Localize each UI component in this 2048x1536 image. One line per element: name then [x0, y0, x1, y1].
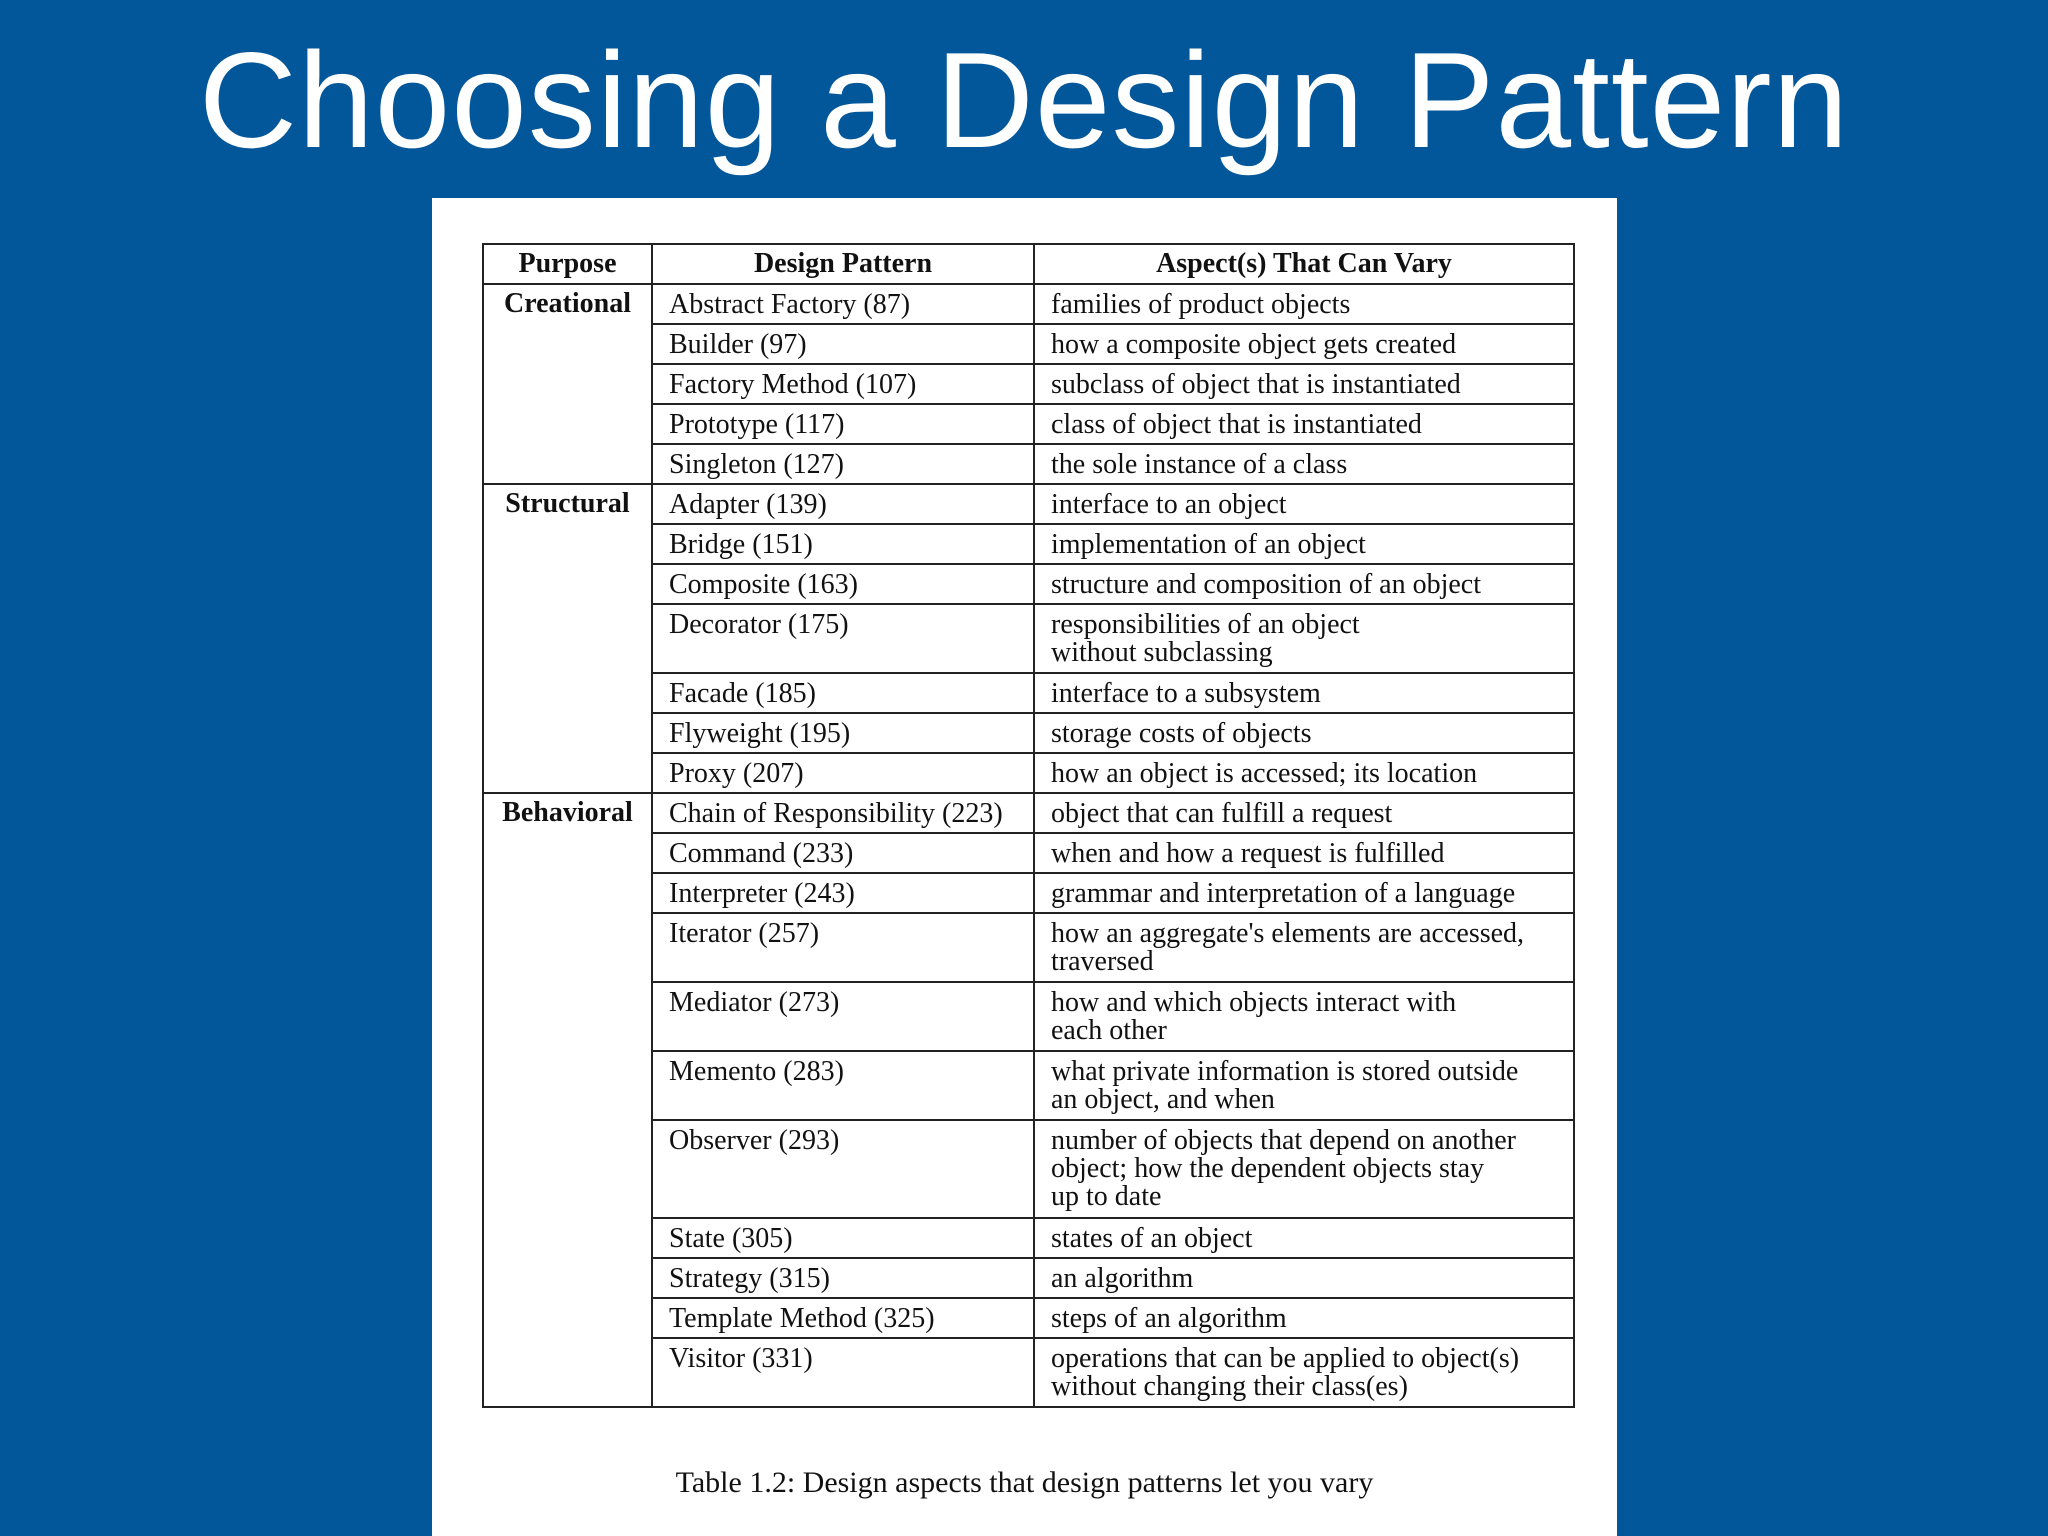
aspect-line: number of objects that depend on another: [1051, 1125, 1516, 1156]
design-pattern-table: [482, 243, 1575, 1408]
aspect-cell: [1034, 1120, 1574, 1218]
aspect-cell: [1034, 982, 1574, 1051]
design-pattern-cell: Bridge (151): [652, 524, 1034, 564]
design-pattern-cell: State (305): [652, 1218, 1034, 1258]
aspect-line: what private information is stored outside: [1051, 1056, 1519, 1087]
aspect-line: how an object is accessed; its location: [1051, 758, 1478, 789]
table-row: [483, 484, 1574, 524]
design-pattern-cell: Builder (97): [652, 324, 1034, 364]
table-row: [483, 284, 1574, 324]
aspect-cell: [1034, 444, 1574, 484]
design-pattern-cell: Prototype (117): [652, 404, 1034, 444]
design-pattern-cell: Interpreter (243): [652, 873, 1034, 913]
design-pattern-cell: Facade (185): [652, 673, 1034, 713]
aspect-cell: [1034, 1258, 1574, 1298]
design-pattern-cell: Observer (293): [652, 1120, 1034, 1218]
design-pattern-cell: Memento (283): [652, 1051, 1034, 1120]
aspect-cell: [1034, 793, 1574, 833]
aspect-line: how a composite object gets created: [1051, 329, 1457, 360]
table-header-row: [483, 244, 1574, 284]
purpose-structural: Structural: [483, 484, 652, 793]
aspect-line: each other: [1051, 1015, 1167, 1046]
table-caption: Table 1.2: Design aspects that design patterns let you vary: [675, 1466, 1374, 1499]
table-row: [483, 793, 1574, 833]
aspect-cell: [1034, 833, 1574, 873]
aspect-line: object that can fulfill a request: [1051, 798, 1393, 829]
aspect-line: how and which objects interact with: [1051, 987, 1457, 1018]
aspect-line: when and how a request is fulfilled: [1051, 838, 1445, 869]
aspect-line: the sole instance of a class: [1051, 449, 1348, 480]
aspect-cell: [1034, 873, 1574, 913]
table-page: [432, 198, 1617, 1536]
purpose-behavioral: Behavioral: [483, 793, 652, 1407]
aspect-line: responsibilities of an object: [1051, 609, 1360, 640]
aspect-cell: [1034, 324, 1574, 364]
design-pattern-cell: Chain of Responsibility (223): [652, 793, 1034, 833]
aspect-cell: [1034, 524, 1574, 564]
aspect-cell: [1034, 1338, 1574, 1407]
design-pattern-cell: Singleton (127): [652, 444, 1034, 484]
header-design-pattern: Design Pattern: [652, 244, 1034, 284]
aspect-line: traversed: [1051, 946, 1154, 977]
aspect-line: interface to an object: [1051, 489, 1287, 520]
aspect-line: object; how the dependent objects stay: [1051, 1153, 1485, 1184]
aspect-cell: [1034, 753, 1574, 793]
purpose-creational: Creational: [483, 284, 652, 484]
design-pattern-cell: Composite (163): [652, 564, 1034, 604]
design-pattern-cell: Template Method (325): [652, 1298, 1034, 1338]
design-pattern-cell: Decorator (175): [652, 604, 1034, 673]
aspect-line: how an aggregate's elements are accessed,: [1051, 918, 1525, 949]
design-pattern-cell: Abstract Factory (87): [652, 284, 1034, 324]
aspect-cell: [1034, 1298, 1574, 1338]
aspect-line: subclass of object that is instantiated: [1051, 369, 1461, 400]
aspect-cell: [1034, 404, 1574, 444]
design-pattern-cell: Iterator (257): [652, 913, 1034, 982]
aspect-cell: [1034, 284, 1574, 324]
aspect-cell: [1034, 1218, 1574, 1258]
aspect-line: grammar and interpretation of a language: [1051, 878, 1516, 909]
table-body: [483, 284, 1574, 1407]
aspect-cell: [1034, 1051, 1574, 1120]
design-pattern-cell: Command (233): [652, 833, 1034, 873]
aspect-cell: [1034, 484, 1574, 524]
aspect-cell: [1034, 673, 1574, 713]
header-aspects: Aspect(s) That Can Vary: [1034, 244, 1574, 284]
aspect-line: interface to a subsystem: [1051, 678, 1321, 709]
aspect-line: operations that can be applied to object(s): [1051, 1343, 1520, 1374]
header-purpose: Purpose: [483, 244, 652, 284]
aspect-cell: [1034, 604, 1574, 673]
aspect-line: up to date: [1051, 1181, 1162, 1212]
design-pattern-cell: Strategy (315): [652, 1258, 1034, 1298]
aspect-cell: [1034, 713, 1574, 753]
aspect-cell: [1034, 564, 1574, 604]
aspect-line: an algorithm: [1051, 1263, 1194, 1294]
aspect-line: an object, and when: [1051, 1084, 1275, 1115]
aspect-line: structure and composition of an object: [1051, 569, 1481, 600]
design-pattern-cell: Proxy (207): [652, 753, 1034, 793]
aspect-line: states of an object: [1051, 1223, 1253, 1254]
aspect-line: storage costs of objects: [1051, 718, 1312, 749]
design-pattern-cell: Flyweight (195): [652, 713, 1034, 753]
design-pattern-cell: Mediator (273): [652, 982, 1034, 1051]
aspect-line: implementation of an object: [1051, 529, 1366, 560]
design-pattern-cell: Factory Method (107): [652, 364, 1034, 404]
aspect-line: without changing their class(es): [1051, 1371, 1408, 1402]
aspect-cell: [1034, 364, 1574, 404]
aspect-line: without subclassing: [1051, 637, 1273, 668]
aspect-cell: [1034, 913, 1574, 982]
aspect-line: steps of an algorithm: [1051, 1303, 1287, 1334]
design-pattern-cell: Visitor (331): [652, 1338, 1034, 1407]
slide-title: Choosing a Design Pattern: [198, 24, 1850, 176]
design-pattern-cell: Adapter (139): [652, 484, 1034, 524]
aspect-line: class of object that is instantiated: [1051, 409, 1422, 440]
aspect-line: families of product objects: [1051, 289, 1351, 320]
